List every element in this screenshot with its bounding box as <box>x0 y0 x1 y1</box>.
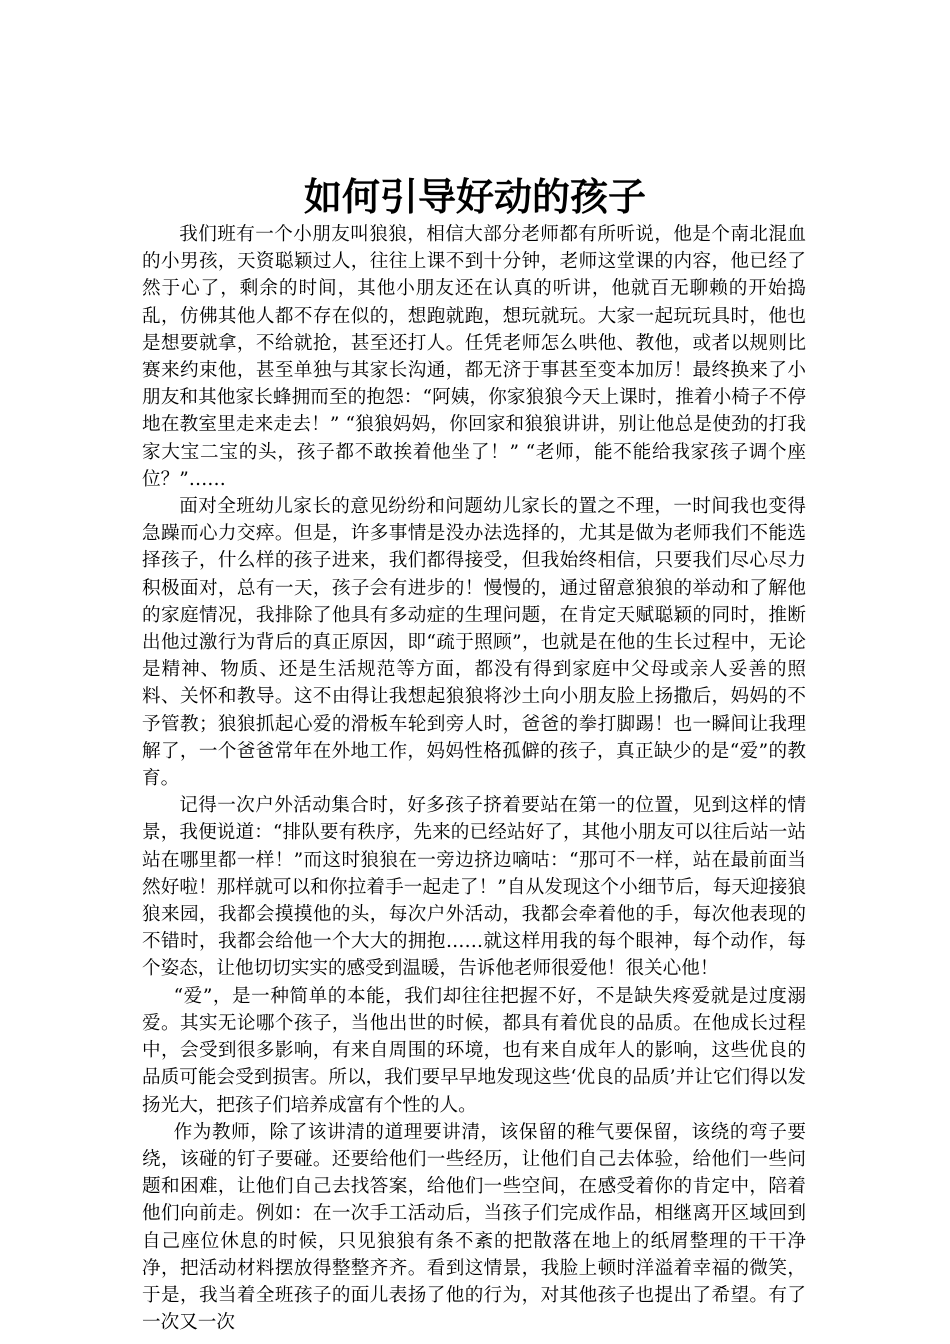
paragraph-4: “爱”，是一种简单的本能，我们却往往把握不好，不是缺失疼爱就是过度溺爱。其实无论哪个孩子，当他出世的时候，都具有着优良的品质。在他成长过程中，会受到很多影响，有来自周围的环境，也有来自成年人的影响，这些优良的品质可能会受到损害。所以，我们要早早地发现这些‘优良的品质’并让它们得以发扬光大，把孩子们培养成富有个性的人。 <box>142 985 806 1116</box>
document-title: 如何引导好动的孩子 <box>303 175 646 219</box>
paragraph-2: 面对全班幼儿家长的意见纷纷和问题幼儿家长的置之不理，一时间我也变得急躁而心力交瘁。但是，许多事情是没办法选择的，尤其是做为老师我们不能选择孩子，什么样的孩子进来，我们都得接受，但我始终相信，只要我们尽心尽力积极面对，总有一天，孩子会有进步的！慢慢的，通过留意狼狼的举动和了解他的家庭情况，我排除了他具有多动症的生理问题，在肯定天赋聪颖的同时，推断出他过激行为背后的真正原因，即“疏于照顾”，也就是在他的生长过程中，无论是精神、物质、还是生活规范等方面，都没有得到家庭中父母或亲人妥善的照料、关怀和教导。这不由得让我想起狼狼将沙土向小朋友脸上扬撒后，妈妈的不予管教；狼狼抓起心爱的滑板车轮到旁人时，爸爸的拳打脚踢！也一瞬间让我理解了，一个爸爸常年在外地工作，妈妈性格孤僻的孩子，真正缺少的是“爱”的教育。 <box>142 496 806 790</box>
paragraph-5: 作为教师，除了该讲清的道理要讲清，该保留的稚气要保留，该绕的弯子要绕，该碰的钉子要碰。还要给他们一些经历，让他们自己去体验，给他们一些问题和困难，让他们自己去找答案，给他们一些空间，在感受着你的肯定中，陪着他们向前走。例如：在一次手工活动后，当孩子们完成作品，相继离开区域回到自己座位休息的时候，只见狼狼有条不紊的把散落在地上的纸屑整理的干干净净，把活动材料摆放得整整齐齐。看到这情景，我脸上顿时洋溢着幸福的微笑，于是，我当着全班孩子的面儿表扬了他的行为，对其他孩子也提出了希望。有了一次又一次 <box>142 1121 806 1334</box>
document-body <box>142 221 806 1336</box>
paragraph-1: 我们班有一个小朋友叫狼狼，相信大部分老师都有所听说，他是个南北混血的小男孩，天资聪颖过人，往往上课不到十分钟，老师这堂课的内容，他已经了然于心了，剩余的时间，其他小朋友还在认真的听讲，他就百无聊赖的开始捣乱，仿佛其他人都不存在似的，想跑就跑，想玩就玩。大家一起玩玩具时，他也是想要就拿，不给就抢，甚至还打人。任凭老师怎么哄他、教他，或者以规则比赛来约束他，甚至单独与其家长沟通，都无济于事甚至变本加厉！最终换来了小朋友和其他家长蜂拥而至的抱怨：“阿姨，你家狼狼今天上课时，推着小椅子不停地在教室里走来走去！” “狼狼妈妈，你回家和狼狼讲讲，别让他总是使劲的打我家大宝二宝的头，孩子都不敢挨着他坐了！” “老师，能不能给我家孩子调个座位？”…… <box>142 224 806 490</box>
paragraph-3: 记得一次户外活动集合时，好多孩子挤着要站在第一的位置，见到这样的情景，我便说道：“排队要有秩序，先来的已经站好了，其他小朋友可以往后站一站站在哪里都一样！”而这时狼狼在一旁边挤边嘀咕：“那可不一样，站在最前面当然好啦！那样就可以和你拉着手一起走了！”自从发现这个小细节后，每天迎接狼狼来园，我都会摸摸他的头，每次户外活动，我都会牵着他的手，每次他表现的不错时，我都会给他一个大大的拥抱……就这样用我的每个眼神，每个动作，每个姿态，让他切切实实的感受到温暖，告诉他老师很爱他！很关心他！ <box>142 795 806 980</box>
